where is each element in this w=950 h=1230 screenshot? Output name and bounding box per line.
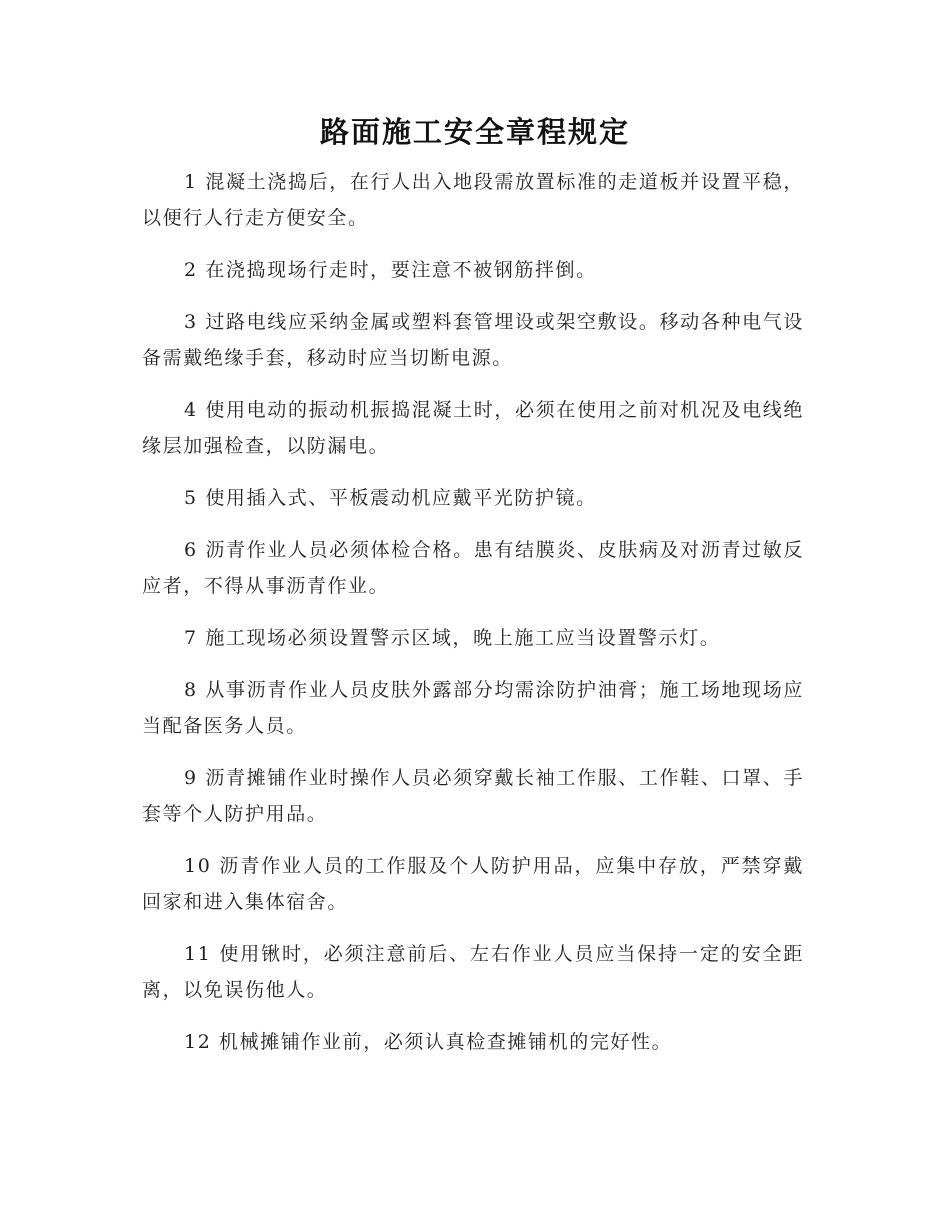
paragraph-1: 1 混凝土浇捣后，在行人出入地段需放置标准的走道板并设置平稳，以便行人行走方便安全。: [142, 171, 804, 229]
paragraph-8: 8 从事沥青作业人员皮肤外露部分均需涂防护油膏；施工场地现场应当配备医务人员。: [142, 679, 804, 737]
paragraph-12: 12 机械摊铺作业前，必须认真检查摊铺机的完好性。: [184, 1031, 673, 1053]
document-body: [142, 164, 804, 1076]
document-title: 路面施工安全章程规定: [319, 115, 630, 149]
paragraph-9: 9 沥青摊铺作业时操作人员必须穿戴长袖工作服、工作鞋、口罩、手套等个人防护用品。: [142, 767, 804, 825]
paragraph-5: 5 使用插入式、平板震动机应戴平光防护镜。: [184, 487, 597, 509]
paragraph-4: 4 使用电动的振动机振捣混凝土时，必须在使用之前对机况及电线绝缘层加强检查，以防漏电。: [142, 399, 804, 457]
paragraph-7: 7 施工现场必须设置警示区域，晚上施工应当设置警示灯。: [184, 627, 721, 649]
paragraph-2: 2 在浇捣现场行走时，要注意不被钢筋拌倒。: [184, 259, 597, 281]
paragraph-3: 3 过路电线应采纳金属或塑料套管埋设或架空敷设。移动各种电气设备需戴绝缘手套，移动时应当切断电源。: [142, 311, 804, 369]
paragraph-11: 11 使用锹时，必须注意前后、左右作业人员应当保持一定的安全距离，以免误伤他人。: [142, 943, 804, 1001]
paragraph-10: 10 沥青作业人员的工作服及个人防护用品，应集中存放，严禁穿戴回家和进入集体宿舍。: [142, 855, 804, 913]
paragraph-6: 6 沥青作业人员必须体检合格。患有结膜炎、皮肤病及对沥青过敏反应者，不得从事沥青作业。: [142, 539, 804, 597]
